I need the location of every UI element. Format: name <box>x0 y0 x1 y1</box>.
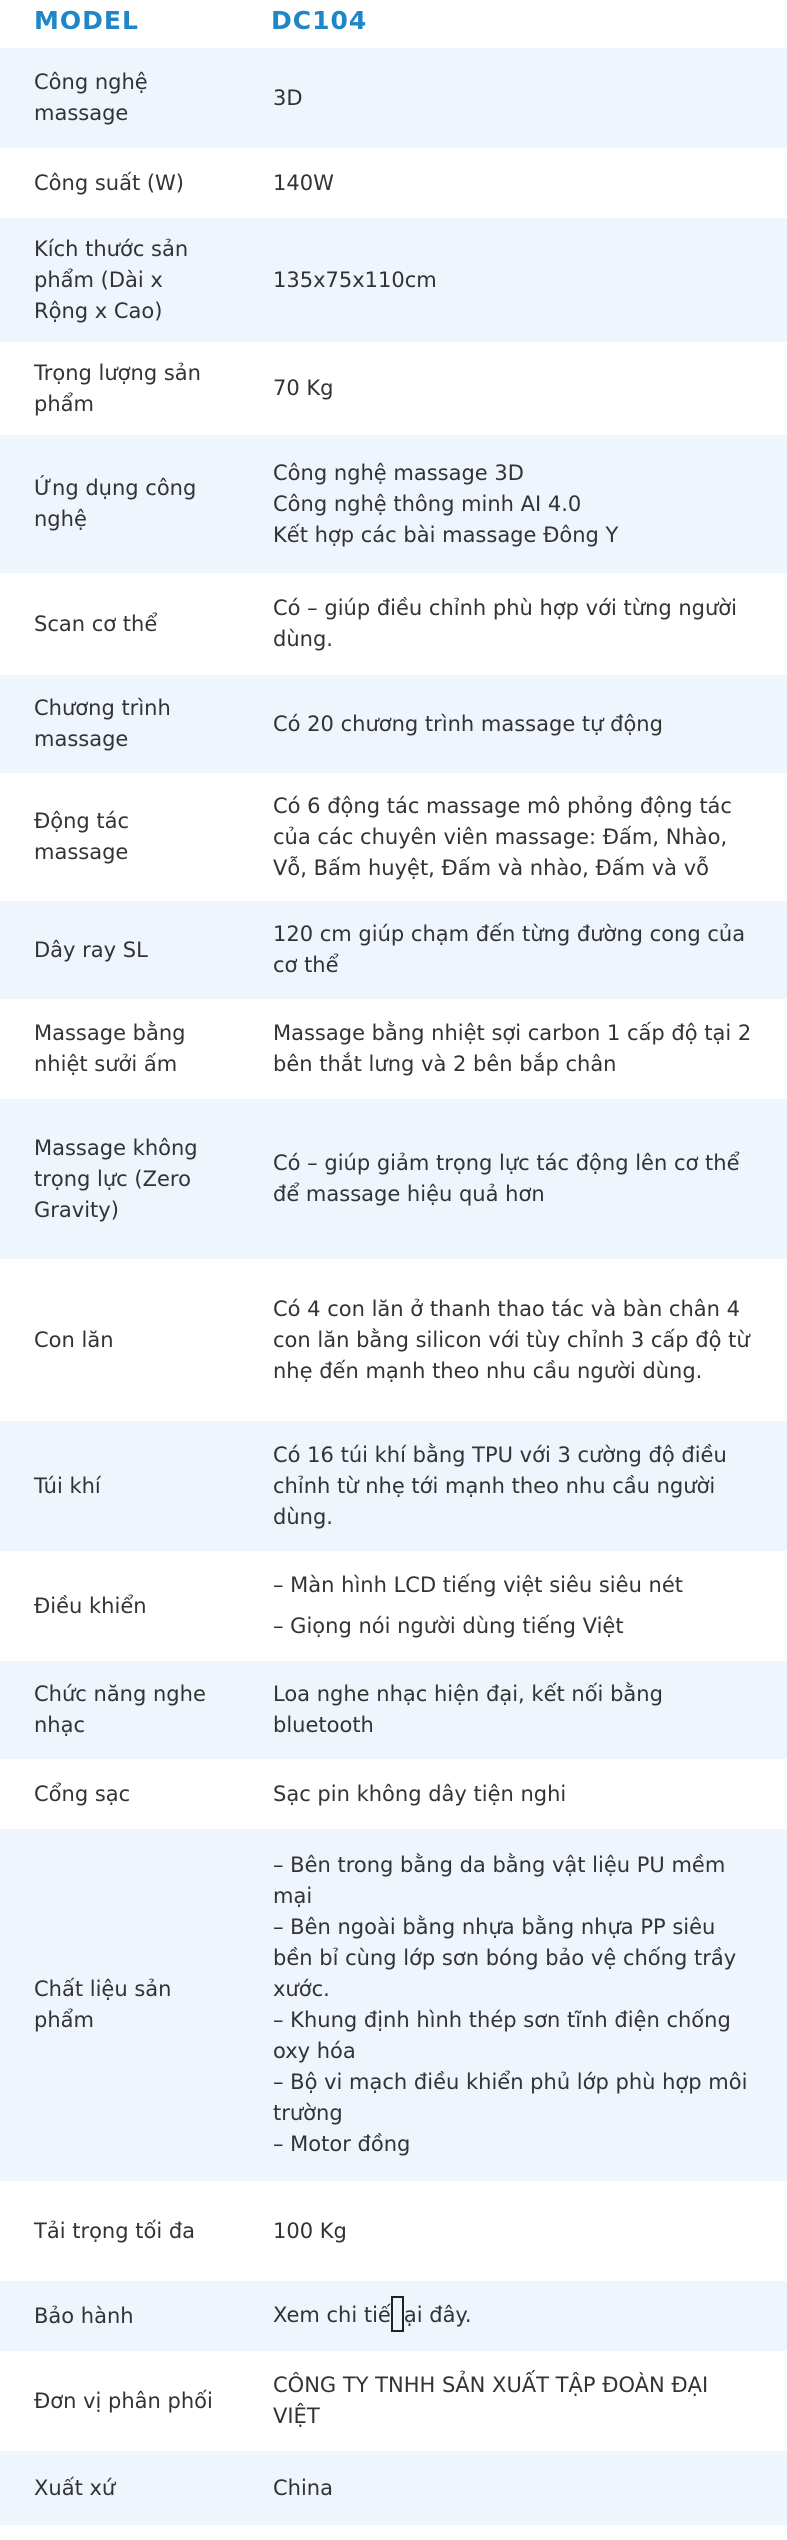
spec-label: Điều khiển <box>0 1551 237 1661</box>
table-header-row <box>0 0 787 48</box>
spec-value-line: – Bên ngoài bằng nhựa bằng nhựa PP siêu bền bỉ cùng lớp sơn bóng bảo vệ chống trầy xước. <box>273 1915 737 2001</box>
spec-label: Kích thước sản phẩm (Dài x Rộng x Cao) <box>0 218 237 342</box>
spec-label: Tải trọng tối đa <box>0 2181 237 2281</box>
spec-value: Có – giúp giảm trọng lực tác động lên cơ thể để massage hiệu quả hơn <box>237 1099 787 1259</box>
spec-value-line: – Motor đồng <box>273 2132 411 2156</box>
table-row <box>0 218 787 342</box>
spec-value-line: – Bộ vi mạch điều khiển phủ lớp phù hợp môi trường <box>273 2070 748 2125</box>
spec-label: Con lăn <box>0 1259 237 1421</box>
spec-value-line: – Khung định hình thép sơn tĩnh điện chống oxy hóa <box>273 2008 731 2063</box>
spec-value: Có 6 động tác massage mô phỏng động tác của các chuyên viên massage: Đấm, Nhào, Vỗ, Bấm huyệt, Đấm và nhào, Đấm và vỗ <box>237 773 787 901</box>
spec-value: 120 cm giúp chạm đến từng đường cong của cơ thể <box>237 901 787 999</box>
table-row <box>0 1759 787 1829</box>
spec-label: Bảo hành <box>0 2281 237 2351</box>
table-row <box>0 342 787 435</box>
spec-label: Scan cơ thể <box>0 573 237 675</box>
table-row <box>0 2181 787 2281</box>
spec-label: Dây ray SL <box>0 901 237 999</box>
spec-value-line: – Giọng nói người dùng tiếng Việt <box>273 1614 624 1638</box>
table-row <box>0 1421 787 1551</box>
table-row <box>0 1661 787 1759</box>
table-row <box>0 48 787 148</box>
spec-value-line: – Bên trong bằng da bằng vật liệu PU mềm mại <box>273 1853 726 1908</box>
spec-value: 140W <box>237 148 787 218</box>
spec-value <box>237 2281 787 2351</box>
spec-value-line: Công nghệ thông minh AI 4.0 <box>273 491 582 516</box>
table-row <box>0 2451 787 2525</box>
spec-value-line: Công nghệ massage 3D <box>273 460 524 485</box>
table-row <box>0 773 787 901</box>
spec-label: Cổng sạc <box>0 1759 237 1829</box>
spec-value: Sạc pin không dây tiện nghi <box>237 1759 787 1829</box>
spec-value: 3D <box>237 48 787 148</box>
warranty-details-link[interactable]: Xem chi tiế ại đây. <box>273 2303 472 2327</box>
spec-label: Massage không trọng lực (Zero Gravity) <box>0 1099 237 1259</box>
spec-value: Loa nghe nhạc hiện đại, kết nối bằng bluetooth <box>237 1661 787 1759</box>
spec-value <box>237 435 787 573</box>
model-header-label: MODEL <box>0 0 237 48</box>
spec-value: Có – giúp điều chỉnh phù hợp với từng người dùng. <box>237 573 787 675</box>
spec-value: 135x75x110cm <box>237 218 787 342</box>
spec-value: Có 4 con lăn ở thanh thao tác và bàn chân 4 con lăn bằng silicon với tùy chỉnh 3 cấp độ từ nhẹ đến mạnh theo nhu cầu người dùng. <box>237 1259 787 1421</box>
spec-value <box>237 1551 787 1661</box>
spec-value-line: Kết hợp các bài massage Đông Y <box>273 522 619 547</box>
spec-value: China <box>237 2451 787 2525</box>
spec-label: Trọng lượng sản phẩm <box>0 342 237 435</box>
table-row <box>0 148 787 218</box>
spec-label: Ứng dụng công nghệ <box>0 435 237 573</box>
spec-value: CÔNG TY TNHH SẢN XUẤT TẬP ĐOÀN ĐẠI VIỆT <box>237 2351 787 2451</box>
spec-label: Chức năng nghe nhạc <box>0 1661 237 1759</box>
model-header-value: DC104 <box>237 0 787 48</box>
table-row <box>0 1829 787 2181</box>
table-row <box>0 573 787 675</box>
text-cursor-icon <box>391 2296 404 2332</box>
spec-value: 70 Kg <box>237 342 787 435</box>
table-row <box>0 1551 787 1661</box>
table-row <box>0 901 787 999</box>
table-row <box>0 999 787 1099</box>
spec-label: Chương trình massage <box>0 675 237 773</box>
table-row <box>0 2281 787 2351</box>
spec-value: 100 Kg <box>237 2181 787 2281</box>
spec-label: Massage bằng nhiệt sưởi ấm <box>0 999 237 1099</box>
table-row <box>0 435 787 573</box>
spec-label: Chất liệu sản phẩm <box>0 1829 237 2181</box>
spec-value-line: – Màn hình LCD tiếng việt siêu siêu nét <box>273 1573 684 1597</box>
spec-label: Túi khí <box>0 1421 237 1551</box>
table-row <box>0 2351 787 2451</box>
spec-value: Có 20 chương trình massage tự động <box>237 675 787 773</box>
spec-label: Đơn vị phân phối <box>0 2351 237 2451</box>
table-row <box>0 675 787 773</box>
spec-label: Động tác massage <box>0 773 237 901</box>
table-row <box>0 1099 787 1259</box>
spec-value <box>237 1829 787 2181</box>
spec-label: Công nghệ massage <box>0 48 237 148</box>
spec-label: Công suất (W) <box>0 148 237 218</box>
spec-label: Xuất xứ <box>0 2451 237 2525</box>
table-row <box>0 1259 787 1421</box>
spec-value: Có 16 túi khí bằng TPU với 3 cường độ điều chỉnh từ nhẹ tới mạnh theo nhu cầu người dùng. <box>237 1421 787 1551</box>
spec-value: Massage bằng nhiệt sợi carbon 1 cấp độ tại 2 bên thắt lưng và 2 bên bắp chân <box>237 999 787 1099</box>
